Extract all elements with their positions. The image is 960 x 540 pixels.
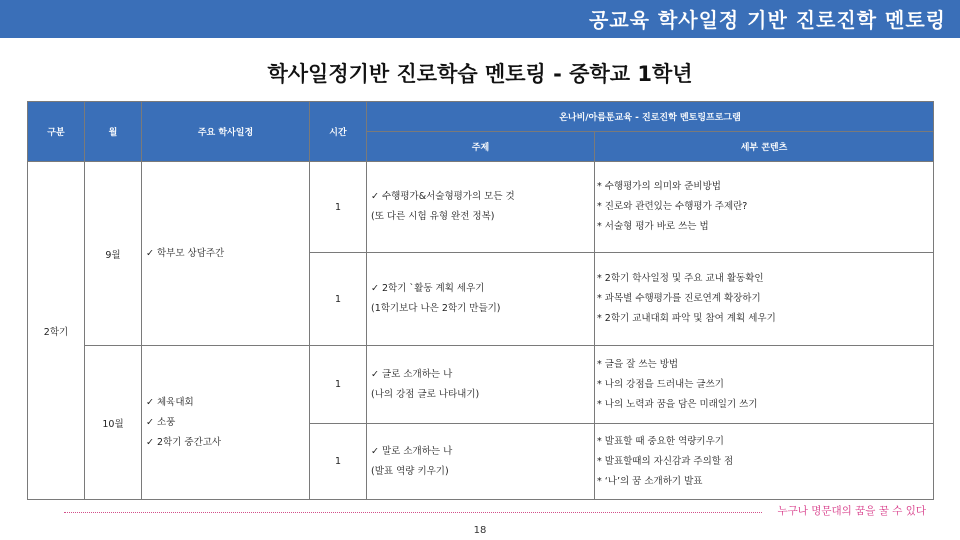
- detail-item: * 글을 잘 쓰는 방법: [597, 358, 679, 370]
- detail-item: * 2학기 학사일정 및 주요 교내 활동확인: [597, 273, 764, 284]
- header-month: 월: [85, 102, 142, 162]
- month-cell: 9월: [85, 162, 142, 346]
- topic-subtitle: (1학기보다 나은 2학기 만들기): [371, 303, 501, 314]
- topic-subtitle: (발표 역량 키우기): [371, 465, 449, 477]
- detail-item: * 과목별 수행평가를 진로연계 확장하기: [597, 293, 761, 304]
- topic-subtitle: (또 다른 시험 유형 완전 정복): [371, 211, 495, 222]
- details-cell: [595, 162, 934, 253]
- topic-subtitle: (나의 강점 글로 나타내기): [371, 388, 480, 400]
- detail-item: * 2학기 교내대회 파악 및 참여 계획 세우기: [597, 313, 776, 324]
- topic-cell: [367, 162, 595, 253]
- detail-item: * 발표할때의 자신감과 주의할 점: [597, 455, 734, 467]
- schedule-item: ✓ 체육대회: [146, 396, 194, 408]
- table-row: [28, 162, 934, 253]
- header-hours: 시간: [310, 102, 367, 162]
- footer-slogan: 누구나 명문대의 꿈을 꿀 수 있다: [777, 505, 926, 517]
- detail-item: * 나의 노력과 꿈을 담은 미래일기 쓰기: [597, 398, 758, 410]
- schedule-item: ✓ 소풍: [146, 416, 176, 428]
- details-cell: [595, 346, 934, 424]
- detail-item: * 발표할 때 중요한 역량키우기: [597, 435, 724, 447]
- topic-cell: [367, 253, 595, 346]
- details-cell: [595, 253, 934, 346]
- detail-item: * ‘나’의 꿈 소개하기 발표: [597, 475, 703, 487]
- semester-cell: 2학기: [28, 162, 85, 500]
- detail-item: * 서술형 평가 바로 쓰는 법: [597, 221, 709, 232]
- schedule-cell: [142, 162, 310, 346]
- topic-cell: [367, 346, 595, 424]
- topic-title: ✓ 2학기 `활동 계획 세우기: [371, 283, 485, 294]
- detail-item: * 나의 강점을 드러내는 글쓰기: [597, 378, 724, 390]
- hours-cell: 1: [310, 253, 367, 346]
- month-cell: 10월: [85, 346, 142, 500]
- page-number: 18: [473, 525, 487, 536]
- header-bar: [0, 0, 960, 38]
- detail-item: * 진로와 관련있는 수행평가 주제란?: [597, 201, 748, 212]
- details-cell: [595, 424, 934, 500]
- hours-cell: 1: [310, 424, 367, 500]
- schedule-table: [27, 101, 934, 500]
- hours-cell: 1: [310, 346, 367, 424]
- header-details: 세부 콘텐츠: [595, 132, 934, 162]
- topic-cell: [367, 424, 595, 500]
- topic-title: ✓ 말로 소개하는 나: [371, 445, 453, 457]
- header-program: 온나비/아름툰교육 - 진로진학 멘토링프로그램: [367, 102, 934, 132]
- schedule-item: ✓ 2학기 중간고사: [146, 436, 222, 448]
- header-category: 구분: [28, 102, 85, 162]
- schedule-item: ✓ 학부모 상담주간: [146, 247, 225, 259]
- schedule-cell: [142, 346, 310, 500]
- hours-cell: 1: [310, 162, 367, 253]
- detail-item: * 수행평가의 의미와 준비방법: [597, 181, 721, 192]
- table-row: [28, 346, 934, 424]
- header-topic: 주제: [367, 132, 595, 162]
- topic-title: ✓ 글로 소개하는 나: [371, 368, 453, 380]
- header-schedule: 주요 학사일정: [142, 102, 310, 162]
- footer-divider: [64, 512, 762, 513]
- page-title: 학사일정기반 진로학습 멘토링 - 중학교 1학년: [267, 62, 693, 86]
- header-title: 공교육 학사일정 기반 진로진학 멘토링: [589, 8, 946, 32]
- topic-title: ✓ 수행평가&서술형평가의 모든 것: [371, 191, 515, 202]
